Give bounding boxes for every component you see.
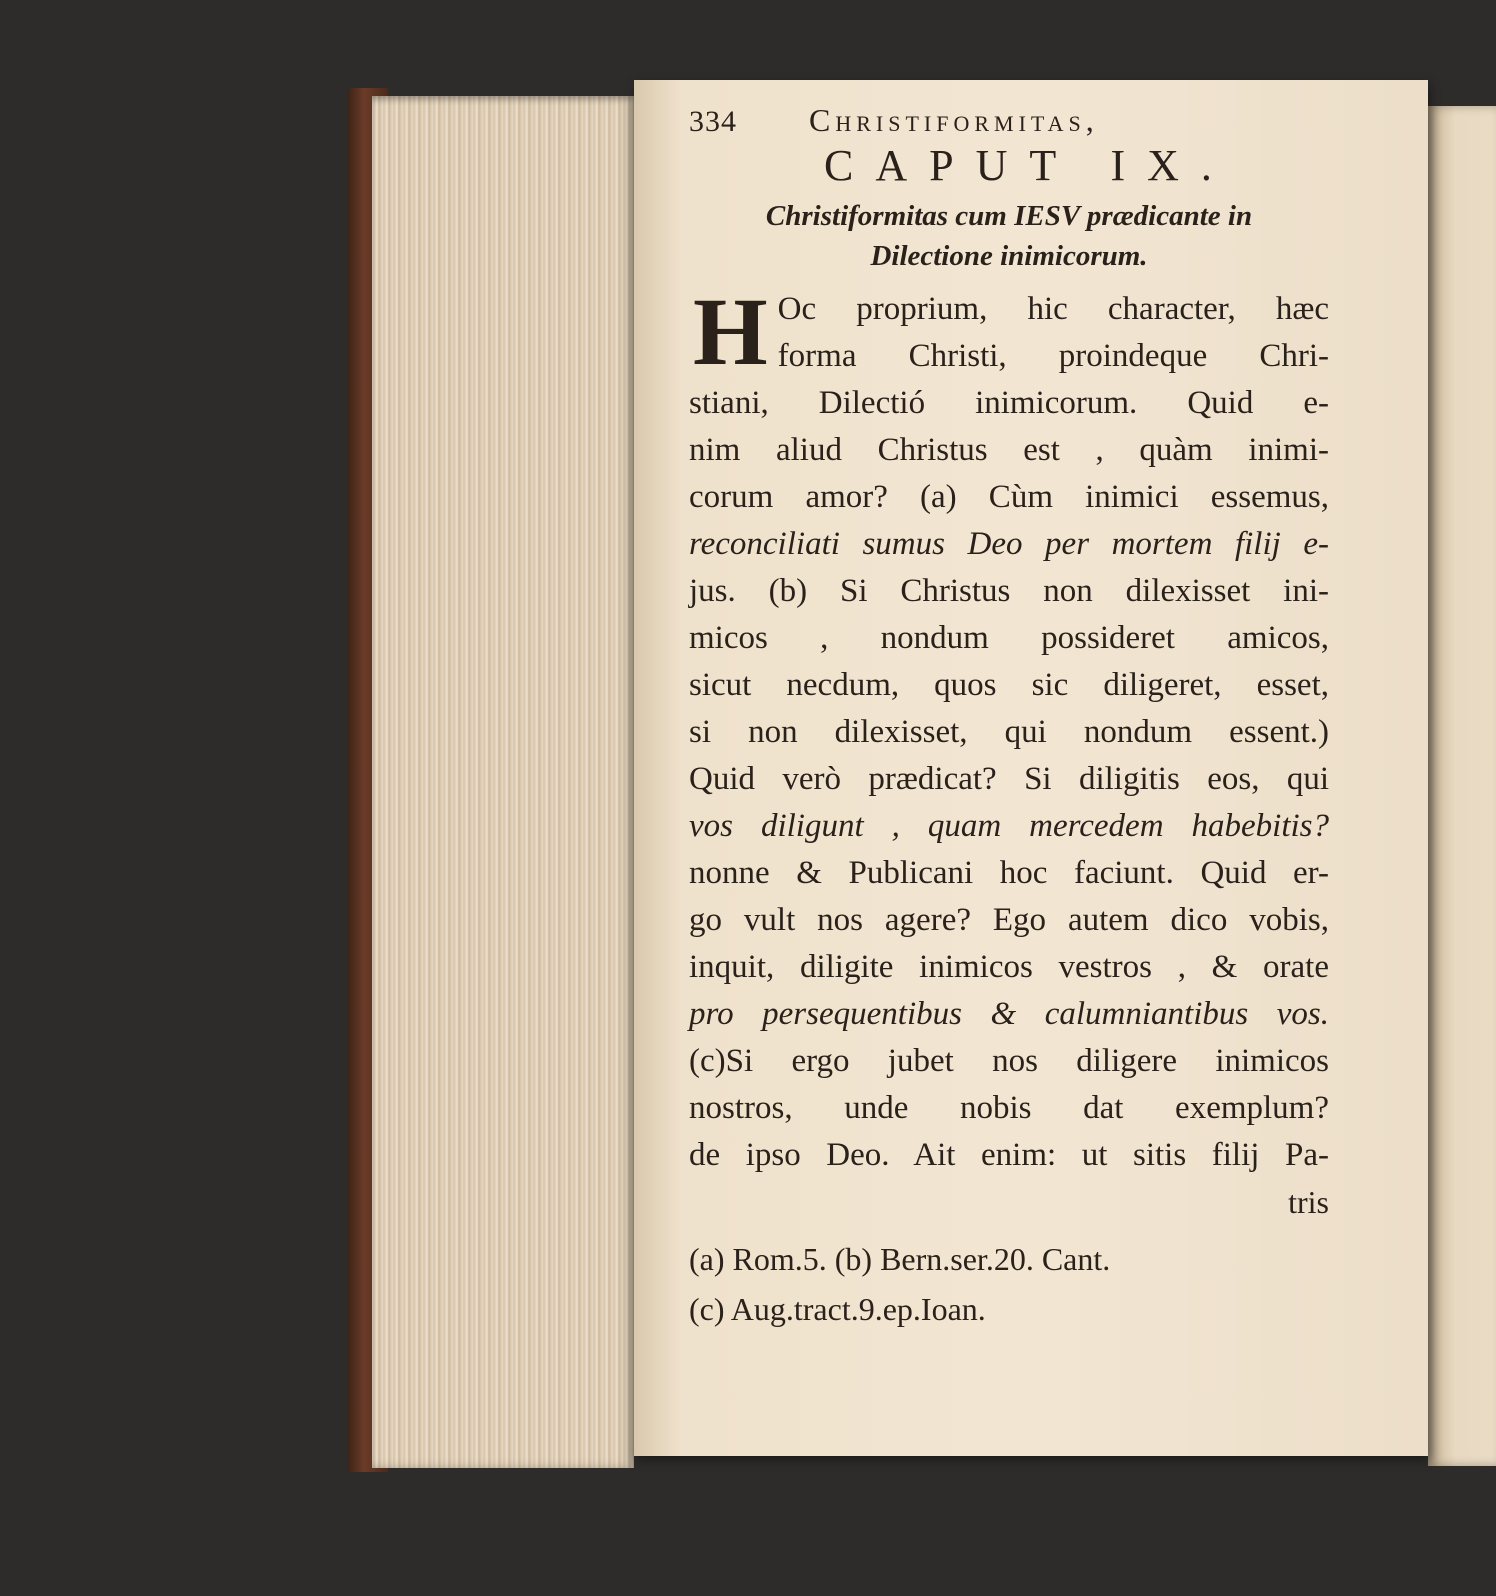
- book-page: [634, 80, 1428, 1456]
- text-line: jus. (b) Si Christus non dilexisset ini-: [689, 573, 1329, 609]
- text-line: sicut necdum, quos sic diligeret, esset,: [689, 667, 1329, 703]
- page-number: 334: [689, 105, 737, 138]
- text-block: [689, 102, 1329, 1334]
- text-line: go vult nos agere? Ego autem dico vobis,: [689, 902, 1329, 938]
- subtitle-line: Christiformitas cum IESV prædicante in: [765, 200, 1253, 232]
- text-line: nonne & Publicani hoc faciunt. Quid er-: [689, 855, 1329, 891]
- text-line: corum amor? (a) Cùm inimici essemus,: [689, 479, 1329, 515]
- text-line: forma Christi, proindeque Chri-: [777, 338, 1329, 374]
- chapter-subtitle: [689, 196, 1329, 276]
- text-line: nostros, unde nobis dat exemplum?: [689, 1090, 1329, 1126]
- text-line: micos , nondum possideret amicos,: [689, 620, 1329, 656]
- running-head: [689, 102, 1329, 142]
- text-line: de ipso Deo. Ait enim: ut sitis filij Pa-: [689, 1137, 1329, 1173]
- text-line: pro persequentibus & calumniantibus vos.: [689, 996, 1329, 1032]
- text-line: nim aliud Christus est , quàm inimi-: [689, 432, 1329, 468]
- text-line: inquit, diligite inimicos vestros , & orate: [689, 949, 1329, 985]
- text-line: vos diligunt , quam mercedem habebitis?: [689, 808, 1329, 844]
- text-line: Quid verò prædicat? Si diligitis eos, qui: [689, 761, 1329, 797]
- drop-capital: H: [693, 278, 768, 385]
- note-line: (c) Aug.tract.9.ep.Ioan.: [689, 1291, 986, 1327]
- marginal-notes: [689, 1234, 1329, 1334]
- page-edges: [372, 96, 634, 1468]
- facing-page-edge: [1428, 106, 1496, 1466]
- text-line: reconciliati sumus Deo per mortem filij e-: [689, 526, 1329, 562]
- running-title: Christiformitas,: [809, 102, 1099, 138]
- chapter-heading: CAPUT IX.: [824, 141, 1234, 190]
- subtitle-line: Dilectione inimicorum.: [870, 240, 1148, 272]
- text-line: stiani, Dilectió inimicorum. Quid e-: [689, 385, 1329, 421]
- text-line: Oc proprium, hic character, hæc: [777, 291, 1329, 327]
- body-text: [689, 278, 1329, 1226]
- note-line: (a) Rom.5. (b) Bern.ser.20. Cant.: [689, 1241, 1111, 1277]
- text-line: si non dilexisset, qui nondum essent.): [689, 714, 1329, 750]
- text-line: (c)Si ergo jubet nos diligere inimicos: [689, 1043, 1329, 1079]
- catchword: tris: [1288, 1184, 1329, 1220]
